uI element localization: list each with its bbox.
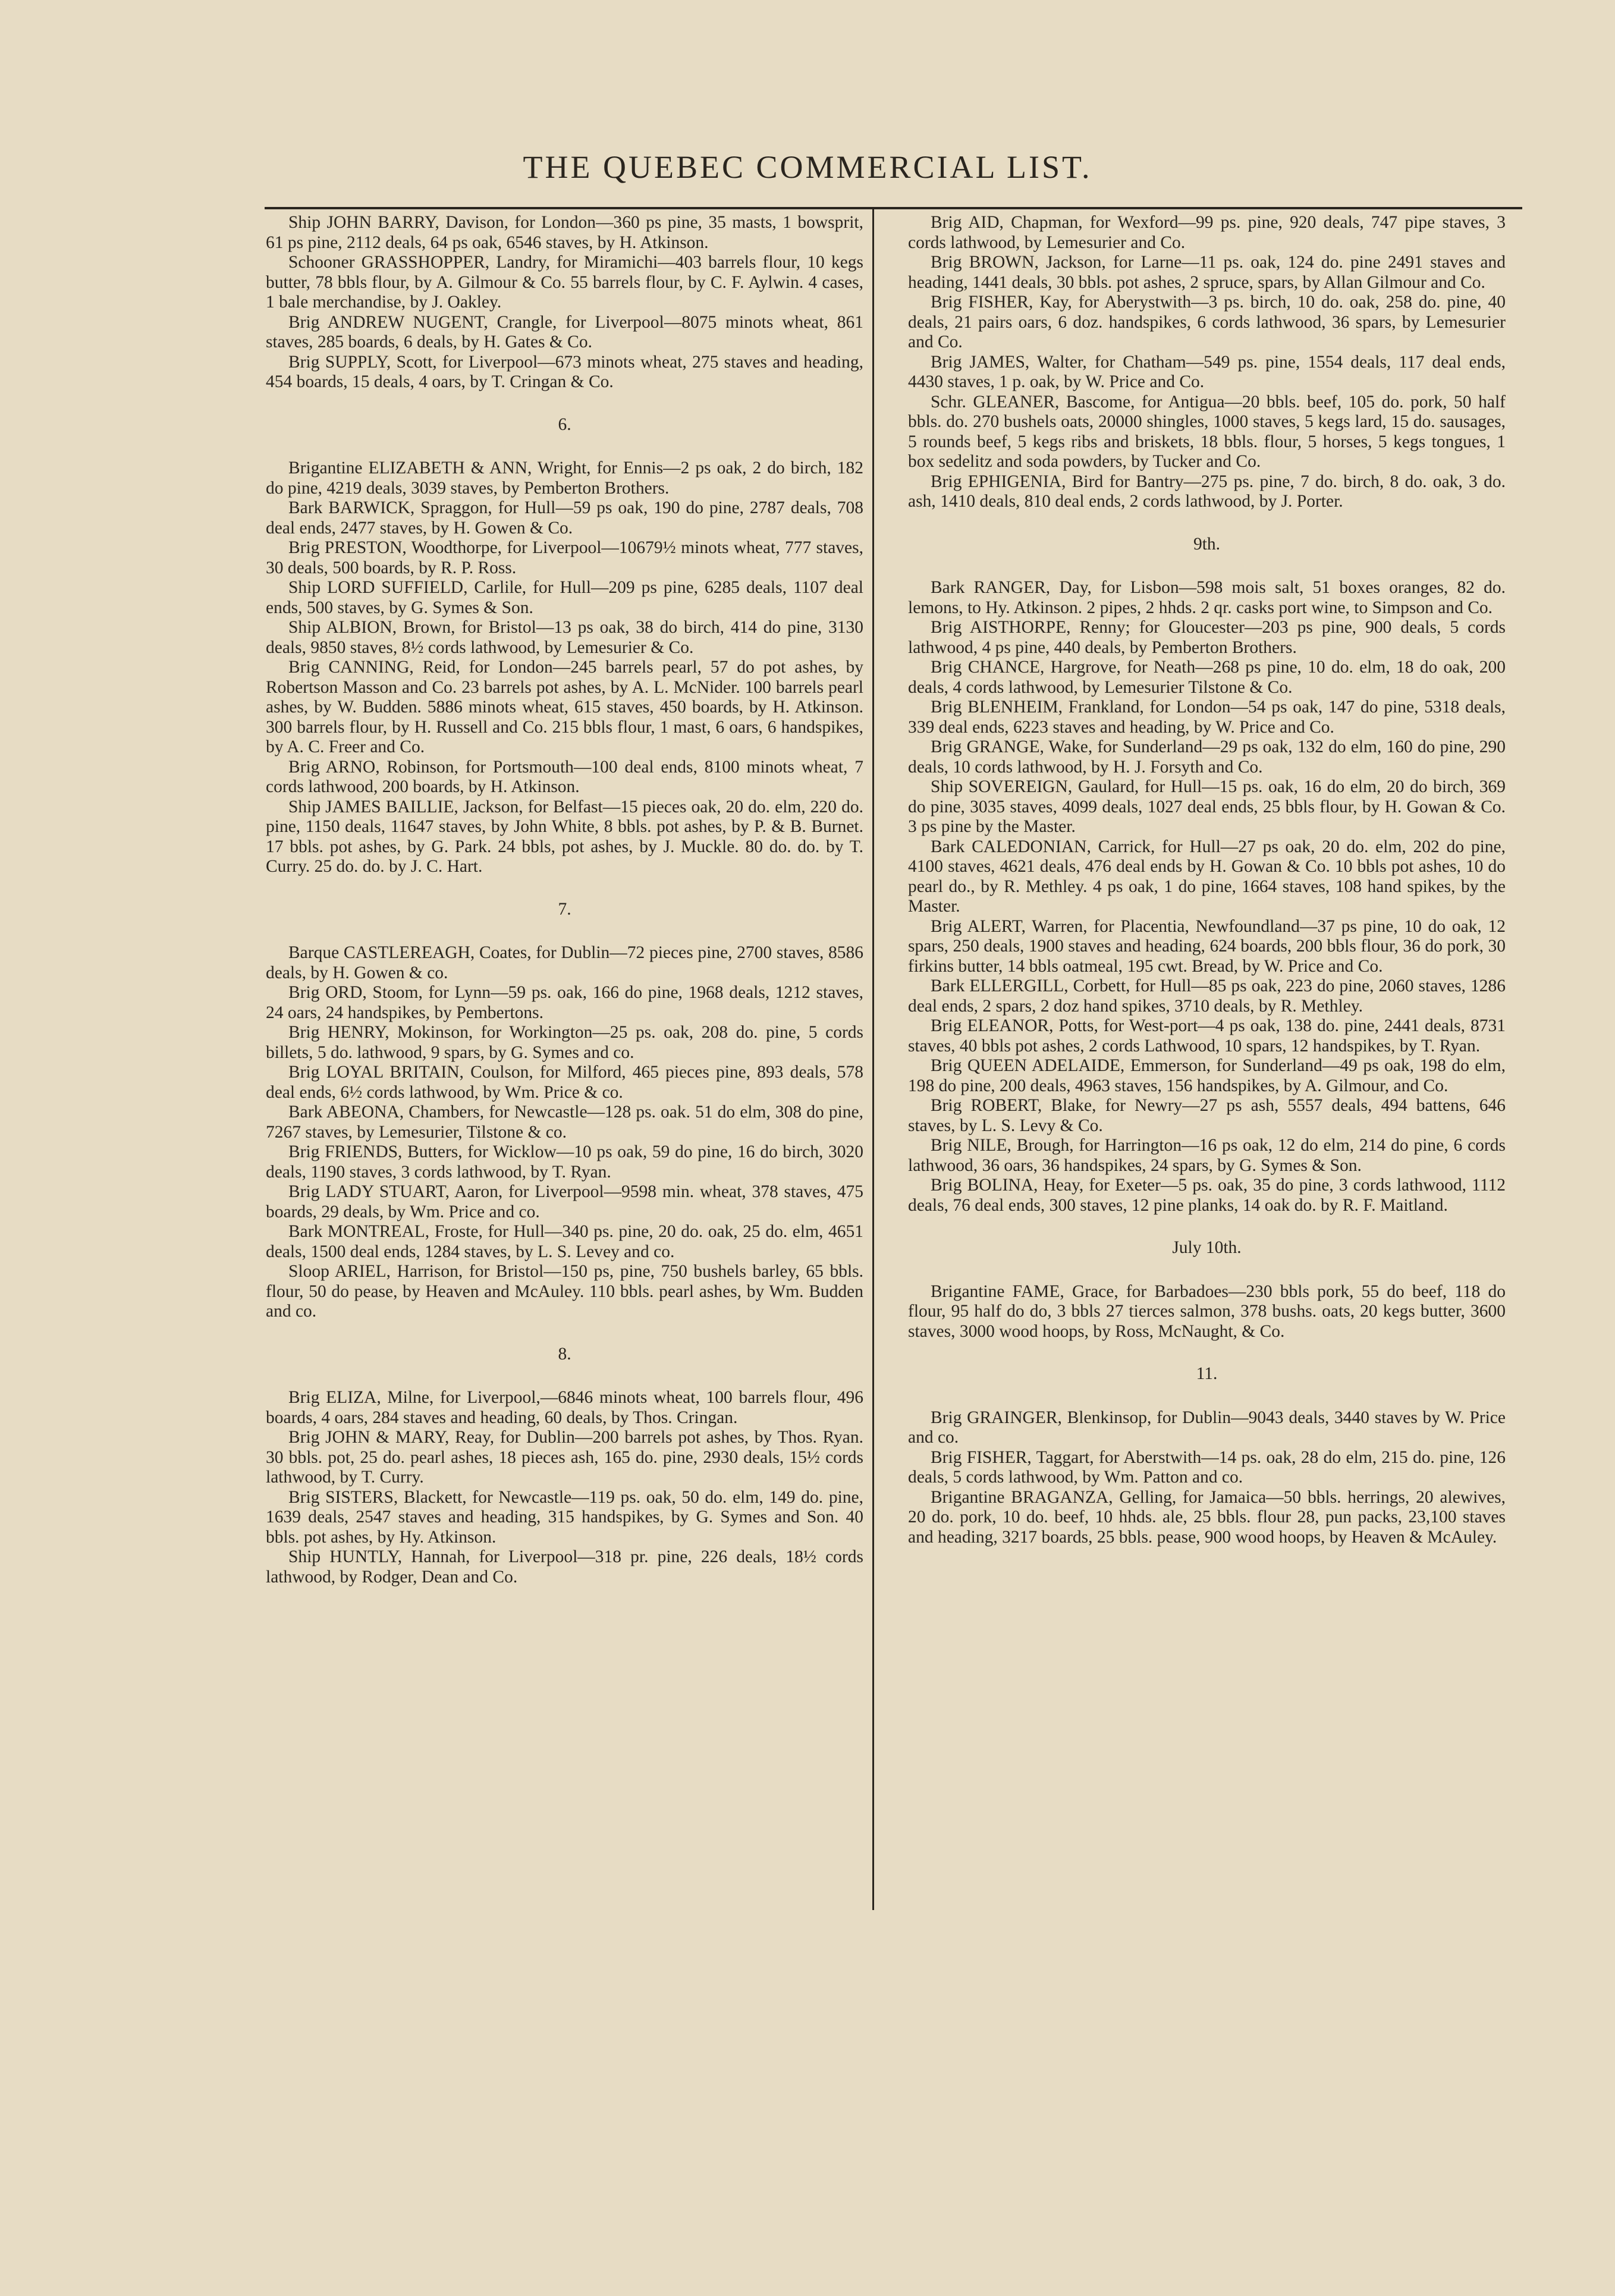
shipping-entry: Brig ELEANOR, Potts, for West-port—4 ps oak, 138 do. pine, 2441 deals, 8731 staves, 40 bbls pot ashes, 2 cords Lathwood, 10 spars, 12 handspikes, by T. Ryan. — [908, 1016, 1506, 1056]
shipping-entry: Ship HUNTLY, Hannah, for Liverpool—318 pr. pine, 226 deals, 18½ cords lathwood, by Rodger, Dean and Co. — [266, 1547, 863, 1587]
shipping-entry: Brigantine BRAGANZA, Gelling, for Jamaica—50 bbls. herrings, 20 alewives, 20 do. pork, 10 do. beef, 10 hhds. ale, 25 bbls. flour 28, pun packs, 23,100 staves and heading, 3217 boards, 25 bbls. pease, 900 wood hoops, by Heaven & McAuley. — [908, 1487, 1506, 1547]
shipping-entry: Brig CHANCE, Hargrove, for Neath—268 ps pine, 10 do. elm, 18 do oak, 200 deals, 4 cords lathwood, by Lemesurier Tilstone & Co. — [908, 658, 1506, 697]
shipping-entry: Brig GRANGE, Wake, for Sunderland—29 ps oak, 132 do elm, 160 do pine, 290 deals, 10 cords lathwood, by H. J. Forsyth and Co. — [908, 737, 1506, 777]
shipping-entry: Schooner GRASSHOPPER, Landry, for Miramichi—403 barrels flour, 10 kegs butter, 78 bbls flour, by A. Gilmour & Co. 55 barrels flour, by C. F. Aylwin. 4 cases, 1 bale merchandise, by J. Oakley. — [266, 253, 863, 312]
shipping-entry: Brig NILE, Brough, for Harrington—16 ps oak, 12 do elm, 214 do pine, 6 cords lathwood, 36 oars, 36 handspikes, 24 spars, by G. Symes & Son. — [908, 1136, 1506, 1175]
shipping-entry: Bark ELLERGILL, Corbett, for Hull—85 ps oak, 223 do pine, 2060 staves, 1286 deal ends, 2 spars, 2 doz hand spikes, 3710 deals, by R. Methley. — [908, 976, 1506, 1016]
shipping-entry: Brig ORD, Stoom, for Lynn—59 ps. oak, 166 do pine, 1968 deals, 1212 staves, 24 oars, 24 handspikes, by Pembertons. — [266, 983, 863, 1022]
shipping-entry: Brigantine ELIZABETH & ANN, Wright, for Ennis—2 ps oak, 2 do birch, 182 do pine, 4219 deals, 3039 staves, by Pemberton Brothers. — [266, 458, 863, 498]
column-divider — [872, 209, 874, 1910]
shipping-entry: Ship SOVEREIGN, Gaulard, for Hull—15 ps. oak, 16 do elm, 20 do birch, 369 do pine, 3035 staves, 4099 deals, 1027 deal ends, 25 bbls flour, by H. Gowan & Co. 3 ps pine by the Master. — [908, 777, 1506, 836]
shipping-entry: Bark CALEDONIAN, Carrick, for Hull—27 ps oak, 20 do. elm, 202 do pine, 4100 staves, 4621 deals, 476 deal ends by H. Gowan & Co. 10 bbls pot ashes, 10 do pearl do., by R. Methley. 4 ps oak, 1 do pine, 1664 staves, 108 hand spikes, by the Master. — [908, 837, 1506, 916]
shipping-entry: Bark BARWICK, Spraggon, for Hull—59 ps oak, 190 do pine, 2787 deals, 708 deal ends, 2477 staves, by H. Gowen & Co. — [266, 498, 863, 538]
shipping-entry: Brigantine FAME, Grace, for Barbadoes—230 bbls pork, 55 do beef, 118 do flour, 95 half do do, 3 bbls 27 tierces salmon, 378 bushs. oats, 20 kegs butter, 3600 staves, 3000 wood hoops, by Ross, McNaught, & Co. — [908, 1282, 1506, 1341]
shipping-entry: Bark RANGER, Day, for Lisbon—598 mois salt, 51 boxes oranges, 82 do. lemons, to Hy. Atkinson. 2 pipes, 2 hhds. 2 qr. casks port wine, to Simpson and Co. — [908, 578, 1506, 617]
shipping-entry: Brig SUPPLY, Scott, for Liverpool—673 minots wheat, 275 staves and heading, 454 boards, 15 deals, 4 oars, by T. Cringan & Co. — [266, 352, 863, 391]
shipping-entry: Ship JAMES BAILLIE, Jackson, for Belfast—15 pieces oak, 20 do. elm, 220 do. pine, 1150 deals, 11647 staves, by John White, 8 bbls. pot ashes, by P. & B. Burnet. 17 bbls. pot ashes, by G. Park. 24 bbls, pot ashes, by J. Muckle. 80 do. do. by T. Curry. 25 do. do. by J. C. Hart. — [266, 797, 863, 876]
shipping-entry: Brig QUEEN ADELAIDE, Emmerson, for Sunderland—49 ps oak, 198 do elm, 198 do pine, 200 deals, 4963 staves, 156 handspikes, by A. Gilmour, and Co. — [908, 1056, 1506, 1095]
shipping-entry: Brig AID, Chapman, for Wexford—99 ps. pine, 920 deals, 747 pipe staves, 3 cords lathwood, by Lemesurier and Co. — [908, 213, 1506, 252]
page-title: THE QUEBEC COMMERCIAL LIST. — [523, 149, 1092, 185]
date-heading: 7. — [558, 899, 571, 919]
date-heading: 6. — [558, 414, 571, 434]
shipping-entry: Brig SISTERS, Blackett, for Newcastle—119 ps. oak, 50 do. elm, 149 do. pine, 1639 deals, 2547 staves and heading, 315 handspikes, by G. Symes and Son. 40 bbls. pot ashes, by Hy. Atkinson. — [266, 1487, 863, 1547]
shipping-entry: Brig AISTHORPE, Renny; for Gloucester—203 ps pine, 900 deals, 5 cords lathwood, 4 ps pine, 440 deals, by Pemberton Brothers. — [908, 618, 1506, 657]
shipping-entry: Brig ANDREW NUGENT, Crangle, for Liverpool—8075 minots wheat, 861 staves, 285 boards, 6 deals, by H. Gates & Co. — [266, 312, 863, 351]
shipping-entry: Brig FISHER, Kay, for Aberystwith—3 ps. birch, 10 do. oak, 258 do. pine, 40 deals, 21 pairs oars, 6 doz. handspikes, 6 cords lathwood, 36 spars, by Lemesurier and Co. — [908, 293, 1506, 351]
shipping-entry: Ship ALBION, Brown, for Bristol—13 ps oak, 38 do birch, 414 do pine, 3130 deals, 9850 staves, 8½ cords lathwood, by Lemesurier & Co. — [266, 618, 863, 657]
shipping-entry: Brig LADY STUART, Aaron, for Liverpool—9598 min. wheat, 378 staves, 475 boards, 29 deals, by Wm. Price and co. — [266, 1182, 863, 1221]
shipping-entry: Schr. GLEANER, Bascome, for Antigua—20 bbls. beef, 105 do. pork, 50 half bbls. do. 270 bushels oats, 20000 shingles, 1000 staves, 5 kegs lard, 15 do. sausages, 5 rounds beef, 5 kegs ribs and briskets, 18 bbls. flour, 5 horses, 5 kegs tongues, 1 box sedelitz and soda powders, by Tucker and Co. — [908, 392, 1506, 471]
shipping-entry: Brig JAMES, Walter, for Chatham—549 ps. pine, 1554 deals, 117 deal ends, 4430 staves, 1 p. oak, by W. Price and Co. — [908, 352, 1506, 391]
shipping-entry: Brig BROWN, Jackson, for Larne—11 ps. oak, 124 do. pine 2491 staves and heading, 1441 deals, 30 bbls. pot ashes, 2 spruce, spars, by Allan Gilmour and Co. — [908, 253, 1506, 292]
shipping-entry: Brig BLENHEIM, Frankland, for London—54 ps oak, 147 do pine, 5318 deals, 339 deal ends, 6223 staves and heading, by W. Price and Co. — [908, 698, 1506, 737]
shipping-entry: Brig CANNING, Reid, for London—245 barrels pearl, 57 do pot ashes, by Robertson Masson and Co. 23 barrels pot ashes, by A. L. McNider. 100 barrels pearl ashes, by W. Budden. 5886 minots wheat, 615 staves, 450 boards, by H. Atkinson. 300 barrels flour, by H. Russell and Co. 215 bbls flour, 1 mast, 6 oars, 6 handspikes, by A. C. Freer and Co. — [266, 658, 863, 756]
right-column — [908, 213, 1506, 1547]
shipping-entry: Brig FRIENDS, Butters, for Wicklow—10 ps oak, 59 do pine, 16 do birch, 3020 deals, 1190 staves, 3 cords lathwood, by T. Ryan. — [266, 1142, 863, 1182]
date-heading: 9th. — [1193, 534, 1221, 554]
shipping-entry: Brig BOLINA, Heay, for Exeter—5 ps. oak, 35 do pine, 3 cords lathwood, 1112 deals, 76 deal ends, 300 staves, 12 pine planks, 14 oak do. by R. F. Maitland. — [908, 1176, 1506, 1215]
shipping-entry: Brig HENRY, Mokinson, for Workington—25 ps. oak, 208 do. pine, 5 cords billets, 5 do. lathwood, 9 spars, by G. Symes and co. — [266, 1023, 863, 1062]
shipping-entry: Barque CASTLEREAGH, Coates, for Dublin—72 pieces pine, 2700 staves, 8586 deals, by H. Gowen & co. — [266, 943, 863, 982]
shipping-entry: Brig ELIZA, Milne, for Liverpool,—6846 minots wheat, 100 barrels flour, 496 boards, 4 oars, 284 staves and heading, 60 deals, by Thos. Cringan. — [266, 1388, 863, 1427]
shipping-entry: Brig GRAINGER, Blenkinsop, for Dublin—9043 deals, 3440 staves by W. Price and co. — [908, 1408, 1506, 1447]
date-heading: 11. — [1196, 1364, 1218, 1383]
shipping-entry: Brig LOYAL BRITAIN, Coulson, for Milford, 465 pieces pine, 893 deals, 578 deal ends, 6½ cords lathwood, by Wm. Price & co. — [266, 1063, 863, 1102]
left-column — [266, 213, 863, 1587]
shipping-entry: Bark MONTREAL, Froste, for Hull—340 ps. pine, 20 do. oak, 25 do. elm, 4651 deals, 1500 deal ends, 1284 staves, by L. S. Levey and co. — [266, 1222, 863, 1261]
shipping-entry: Brig PRESTON, Woodthorpe, for Liverpool—10679½ minots wheat, 777 staves, 30 deals, 500 boards, by R. P. Ross. — [266, 538, 863, 577]
shipping-entry: Brig ROBERT, Blake, for Newry—27 ps ash, 5557 deals, 494 battens, 646 staves, by L. S. Levy & Co. — [908, 1096, 1506, 1135]
shipping-entry: Brig EPHIGENIA, Bird for Bantry—275 ps. pine, 7 do. birch, 8 do. oak, 3 do. ash, 1410 deals, 810 deal ends, 2 cords lathwood, by J. Porter. — [908, 472, 1506, 511]
shipping-entry: Bark ABEONA, Chambers, for Newcastle—128 ps. oak. 51 do elm, 308 do pine, 7267 staves, by Lemesurier, Tilstone & co. — [266, 1103, 863, 1142]
shipping-entry: Brig ARNO, Robinson, for Portsmouth—100 deal ends, 8100 minots wheat, 7 cords lathwood, 200 boards, by H. Atkinson. — [266, 757, 863, 796]
shipping-entry: Brig JOHN & MARY, Reay, for Dublin—200 barrels pot ashes, by Thos. Ryan. 30 bbls. pot, 25 do. pearl ashes, 18 pieces ash, 165 do. pine, 2930 deals, 15½ cords lathwood, by T. Curry. — [266, 1428, 863, 1487]
shipping-entry: Sloop ARIEL, Harrison, for Bristol—150 ps, pine, 750 bushels barley, 65 bbls. flour, 50 do pease, by Heaven and McAuley. 110 bbls. pearl ashes, by Wm. Budden and co. — [266, 1262, 863, 1321]
date-heading: July 10th. — [1172, 1238, 1242, 1257]
shipping-entry: Brig ALERT, Warren, for Placentia, Newfoundland—37 ps pine, 10 do oak, 12 spars, 250 deals, 1900 staves and heading, 624 boards, 200 bbls flour, 36 do pork, 30 firkins butter, 14 bbls oatmeal, 195 cwt. Bread, by W. Price and Co. — [908, 916, 1506, 976]
header-rule — [265, 207, 1522, 209]
shipping-entry: Ship JOHN BARRY, Davison, for London—360 ps pine, 35 masts, 1 bowsprit, 61 ps pine, 2112 deals, 64 ps oak, 6546 staves, by H. Atkinson. — [266, 213, 863, 252]
shipping-entry: Brig FISHER, Taggart, for Aberstwith—14 ps. oak, 28 do elm, 215 do. pine, 126 deals, 5 cords lathwood, by Wm. Patton and co. — [908, 1447, 1506, 1487]
date-heading: 8. — [558, 1344, 571, 1364]
shipping-entry: Ship LORD SUFFIELD, Carlile, for Hull—209 ps pine, 6285 deals, 1107 deal ends, 500 staves, by G. Symes & Son. — [266, 578, 863, 617]
